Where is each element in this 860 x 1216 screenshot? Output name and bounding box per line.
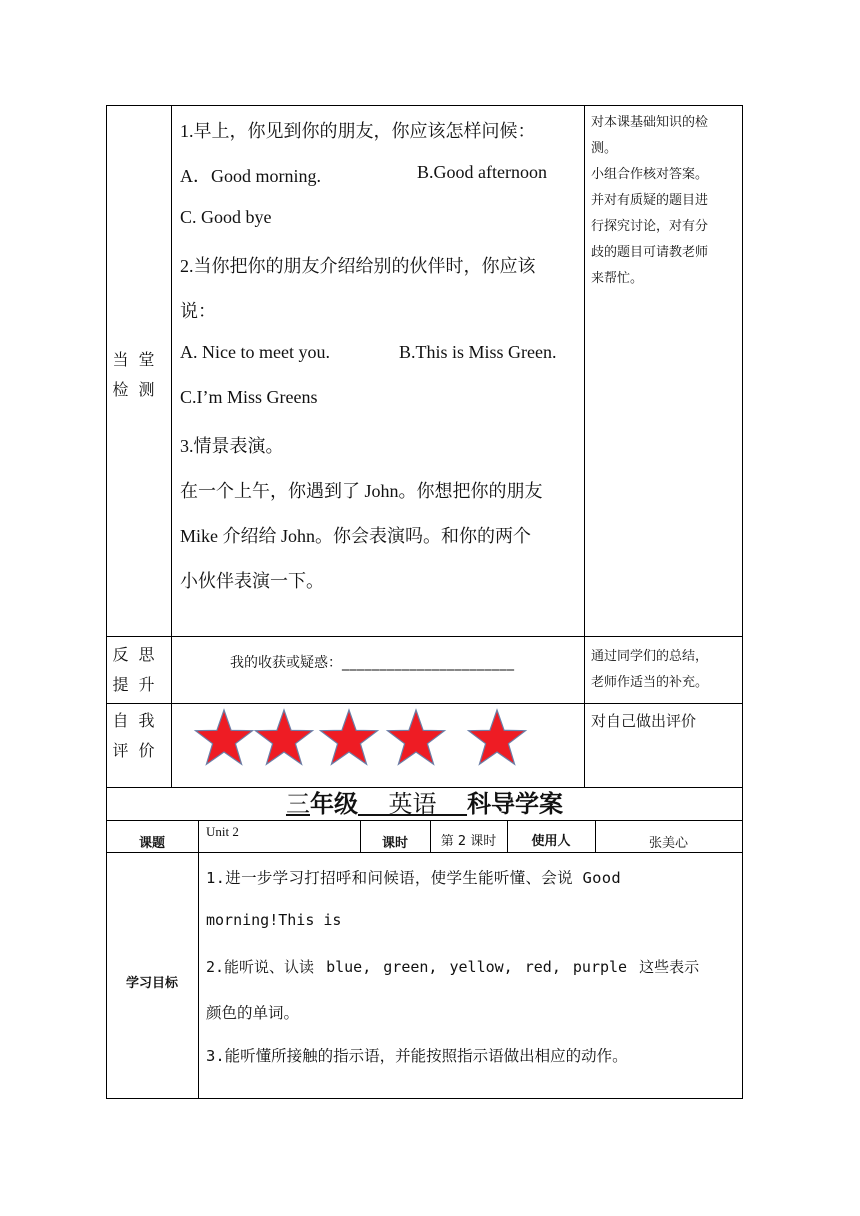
question-2-cont: 说： xyxy=(180,301,216,321)
question-2: 2.当你把你的朋友介绍给别的伙伴时，你应该 xyxy=(180,256,536,276)
reflection-note: 通过同学们的总结， 老师作适当的补充。 xyxy=(591,649,709,690)
goal-1-cont: morning!This is xyxy=(206,911,342,929)
reflection-blank: _______________________ xyxy=(342,655,515,671)
star-icon xyxy=(388,710,445,764)
section-label-reflection: 反思 提升 xyxy=(112,645,165,694)
topic-label: 课题 xyxy=(138,836,165,851)
user-label: 使用人 xyxy=(531,834,571,849)
option-2c: C.I’m Miss Greens xyxy=(180,387,318,407)
page-title xyxy=(106,788,743,820)
question-1: 1.早上，你见到你的朋友，你应该怎样问候： xyxy=(180,121,536,141)
period-label: 课时 xyxy=(381,836,408,851)
period-value: 第 2 课时 xyxy=(440,834,497,849)
title-grade: 三 xyxy=(285,790,310,818)
question-3: 3.情景表演。 xyxy=(180,436,284,456)
reflection-prompt: 我的收获或疑惑：_______________________ xyxy=(230,655,515,671)
option-1b: B.Good afternoon xyxy=(417,162,547,182)
scenario-line-2: Mike 介绍给 John。你会表演吗。和你的两个 xyxy=(180,526,531,546)
option-2b: B.This is Miss Green. xyxy=(399,342,557,362)
star-icon xyxy=(321,710,378,764)
star-icon xyxy=(196,710,253,764)
goal-2: 2.能听说、认读 blue, green, yellow, red, purple 这些表示 xyxy=(206,958,700,976)
rating-stars xyxy=(190,708,550,778)
title-grade-suffix: 年级 xyxy=(309,790,358,818)
title-suffix: 科导学案 xyxy=(467,790,564,818)
star-icon xyxy=(256,710,313,764)
self-evaluation-note: 对自己做出评价 xyxy=(591,712,697,730)
goal-1: 1.进一步学习打招呼和问候语，使学生能听懂、会说 Good xyxy=(206,869,622,887)
scenario-line-3: 小伙伴表演一下。 xyxy=(180,571,324,591)
star-icon xyxy=(469,710,526,764)
goal-2-cont: 颜色的单词。 xyxy=(206,1004,300,1022)
option-1a: A．Good morning. xyxy=(180,166,321,186)
option-2a: A. Nice to meet you. xyxy=(180,342,330,362)
section-label-classroom-test: 当堂 检测 xyxy=(112,350,165,399)
title-subject: 英语 xyxy=(388,790,437,818)
goal-3: 3.能听懂所接触的指示语，并能按照指示语做出相应的动作。 xyxy=(206,1047,628,1065)
user-value: 张美心 xyxy=(648,836,688,851)
option-1c: C. Good bye xyxy=(180,207,272,227)
goals-label: 学习目标 xyxy=(125,976,178,991)
classroom-test-note: 对本课基础知识的检 测。 小组合作核对答案。 并对有质疑的题目进 行探究讨论，对有分 歧的题目可请教老师 来帮忙。 xyxy=(591,115,709,286)
section-label-self-evaluation: 自我 评价 xyxy=(112,711,165,760)
topic-value: Unit 2 xyxy=(206,824,239,839)
scenario-line-1: 在一个上午，你遇到了 John。你想把你的朋友 xyxy=(180,481,543,501)
